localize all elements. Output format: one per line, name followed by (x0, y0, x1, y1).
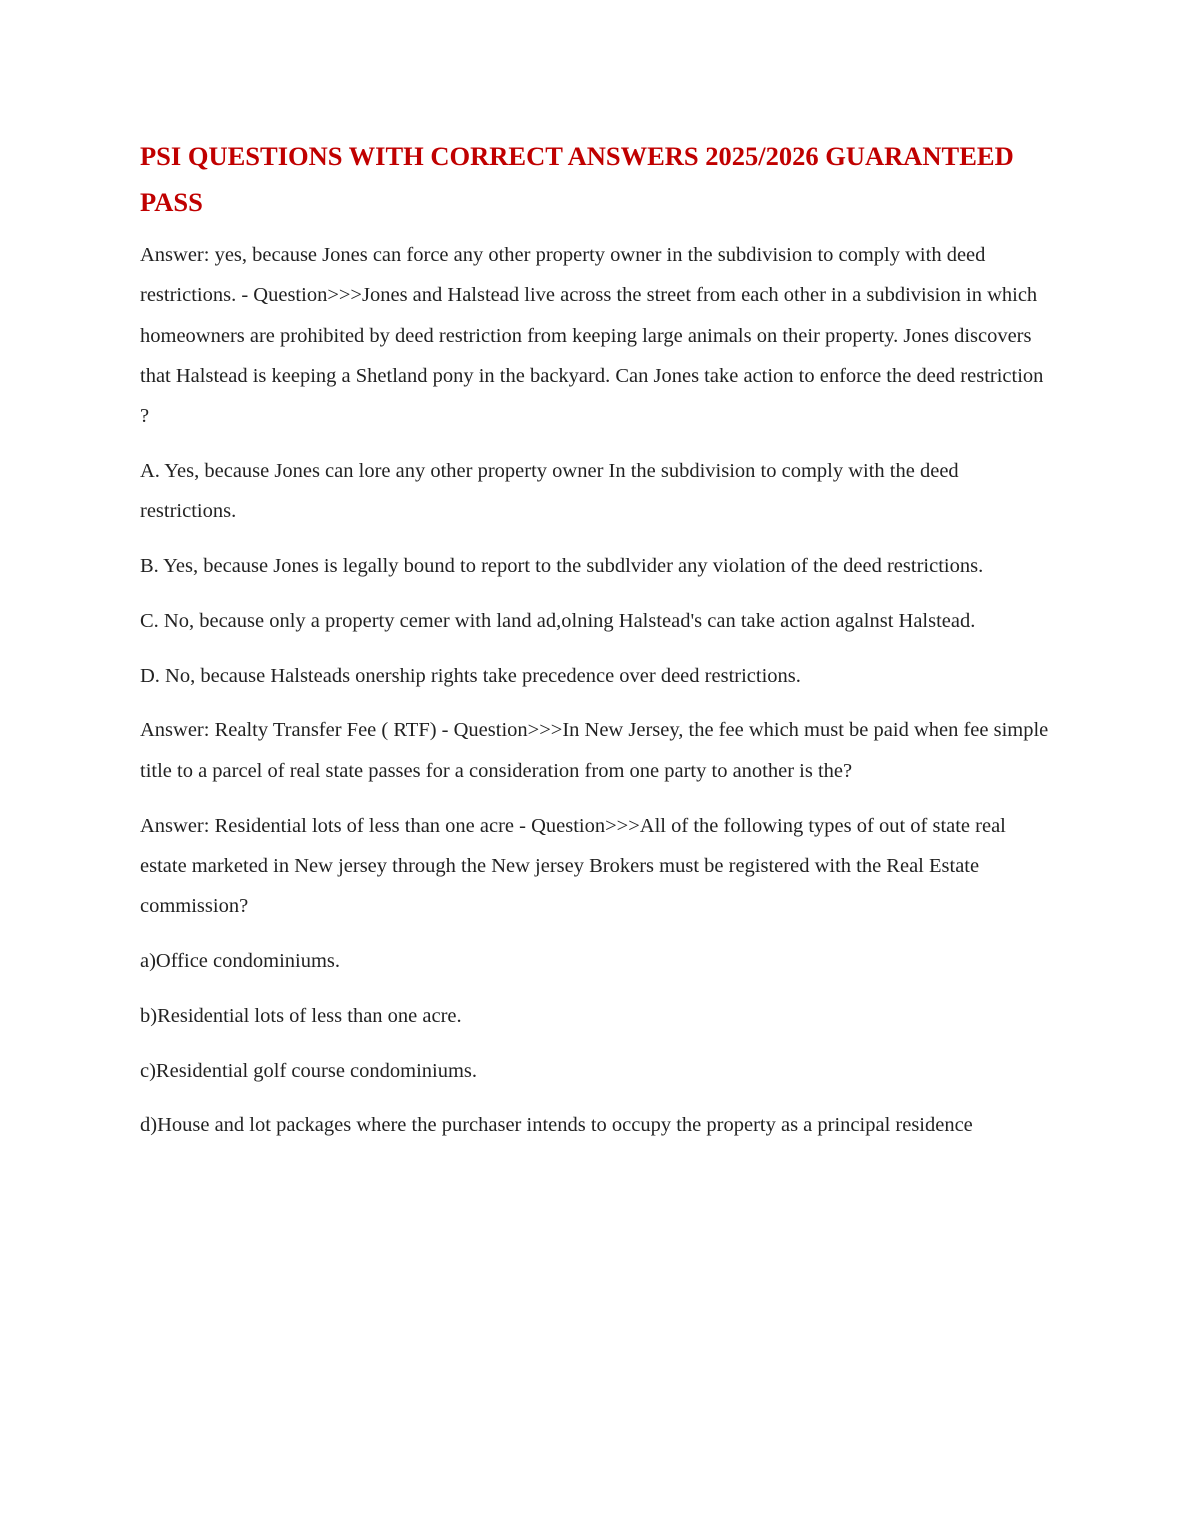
question-answer-paragraph: Answer: Realty Transfer Fee ( RTF) - Question>>>In New Jersey, the fee which must be paid when fee simple title to a parcel of real state passes for a consideration from one party to another is the? (140, 719, 1049, 782)
option-b: b)Residential lots of less than one acre. (140, 1004, 462, 1027)
option-d: d)House and lot packages where the purchaser intends to occupy the property as a principal residence (140, 1114, 973, 1137)
option-c: C. No, because only a property cemer with land ad,olning Halstead's can take action agalnst Halstead. (140, 609, 976, 632)
question-answer-paragraph: Answer: Residential lots of less than one acre - Question>>>All of the following types of out of state real estate marketed in New jersey through the New jersey Brokers must be registered with the Real Estate commission? (140, 814, 1006, 918)
document-title: PSI QUESTIONS WITH CORRECT ANSWERS 2025/2026 GUARANTEED PASS (140, 141, 1014, 217)
option-d: D. No, because Halsteads onership rights take precedence over deed restrictions. (140, 664, 801, 687)
option-a: A. Yes, because Jones can lore any other property owner In the subdivision to comply with the deed restrictions. (140, 459, 959, 523)
option-b: B. Yes, because Jones is legally bound to report to the subdlvider any violation of the deed restrictions. (140, 555, 984, 578)
document-page (140, 133, 1052, 1160)
option-c: c)Residential golf course condominiums. (140, 1059, 478, 1082)
question-answer-paragraph: Answer: yes, because Jones can force any other property owner in the subdivision to comply with deed restrictions. - Question>>>Jones and Halstead live across the street from each other in a subdivision in which homeowners are prohibited by deed restriction from keeping large animals on their property. Jones discovers that Halstead is keeping a Shetland pony in the backyard. Can Jones take action to enforce the deed restriction ? (140, 244, 1044, 428)
option-a: a)Office condominiums. (140, 949, 341, 972)
